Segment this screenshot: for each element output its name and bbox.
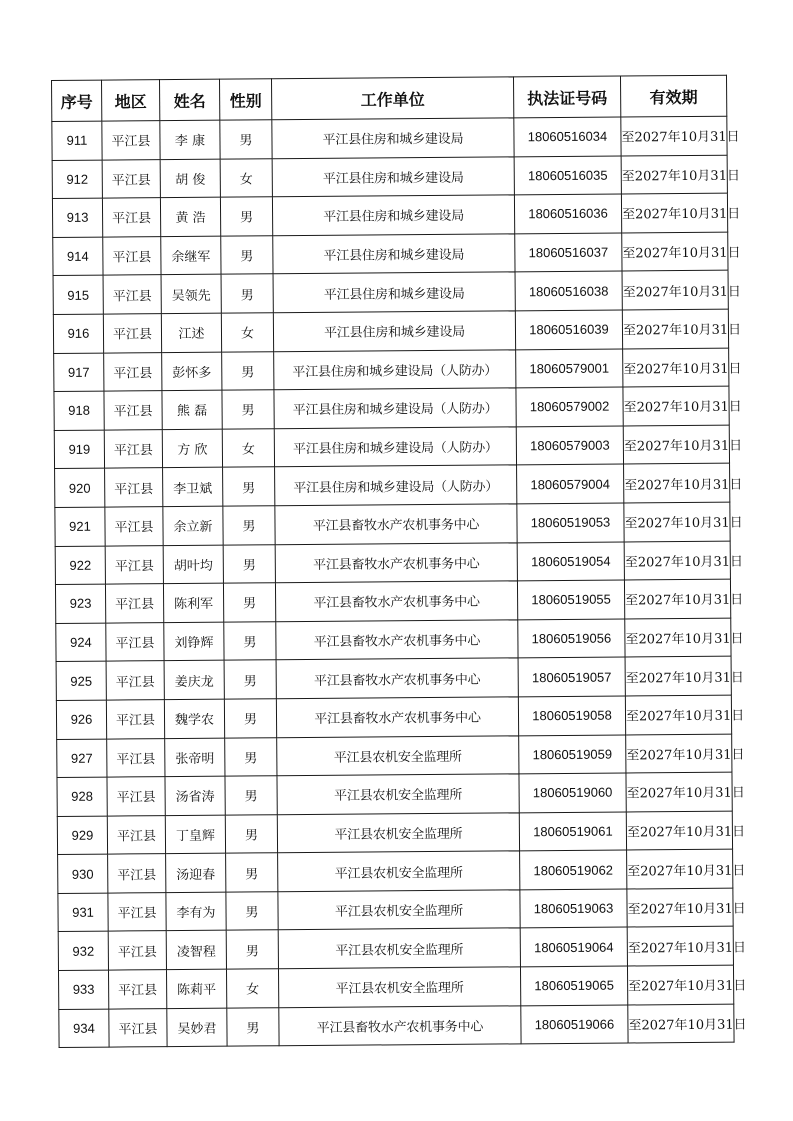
cell-region: 平江县 [108,854,166,893]
cell-name: 彭怀多 [162,352,222,391]
cell-validity: 至2027年10月31日 [622,232,728,271]
cell-serial: 924 [56,623,106,662]
cell-region: 平江县 [104,352,162,391]
header-cell-region: 地区 [102,80,160,121]
table-row [58,888,733,932]
header-cell-gender: 性别 [219,79,271,120]
cell-validity: 至2027年10月31日 [627,965,733,1004]
cell-work-unit: 平江县畜牧水产农机事务中心 [276,697,518,737]
cell-serial: 933 [58,970,108,1009]
header-cell-license-number: 执法证号码 [513,76,620,118]
cell-validity: 至2027年10月31日 [627,888,733,927]
cell-validity: 至2027年10月31日 [621,155,727,194]
cell-name: 汤省涛 [165,776,225,815]
cell-region: 平江县 [105,468,163,507]
cell-gender: 女 [220,158,272,197]
cell-serial: 914 [53,237,103,276]
table-row [59,1004,734,1048]
cell-license-number: 18060579001 [516,349,623,388]
cell-gender: 男 [220,120,272,159]
law-enforcement-roster-table [51,75,747,1049]
cell-name: 余立新 [163,506,223,545]
cell-name: 黄 浩 [160,197,220,236]
cell-region: 平江县 [108,931,166,970]
cell-region: 平江县 [103,314,161,353]
cell-gender: 男 [222,351,274,390]
cell-serial: 922 [55,546,105,585]
cell-gender: 男 [223,583,275,622]
cell-serial: 913 [52,198,102,237]
cell-name: 余继军 [161,236,221,275]
cell-validity: 至2027年10月31日 [624,579,730,618]
cell-region: 平江县 [107,777,165,816]
cell-validity: 至2027年10月31日 [628,1004,734,1043]
cell-region: 平江县 [106,700,164,739]
cell-region: 平江县 [107,738,165,777]
cell-name: 陈莉平 [166,969,226,1008]
cell-name: 丁皇辉 [165,815,225,854]
cell-work-unit: 平江县住房和城乡建设局 [272,156,514,196]
cell-gender: 男 [224,621,276,660]
cell-gender: 男 [223,467,275,506]
cell-serial: 919 [54,430,104,469]
table-row [54,386,729,430]
cell-region: 平江县 [102,198,160,237]
cell-validity: 至2027年10月31日 [624,541,730,580]
cell-gender: 男 [221,274,273,313]
cell-serial: 928 [57,777,107,816]
cell-serial: 930 [58,854,108,893]
table-row [57,734,732,778]
cell-validity: 至2027年10月31日 [626,772,732,811]
cell-serial: 927 [57,739,107,778]
cell-gender: 女 [226,969,278,1008]
cell-gender: 男 [226,930,278,969]
cell-name: 汤迎春 [166,853,226,892]
cell-gender: 男 [221,236,273,275]
cell-gender: 男 [224,660,276,699]
cell-license-number: 18060519056 [518,619,625,658]
cell-serial: 921 [55,507,105,546]
cell-validity: 至2027年10月31日 [626,734,732,773]
table-row [52,116,727,160]
cell-work-unit: 平江县畜牧水产农机事务中心 [275,542,517,582]
cell-work-unit: 平江县畜牧水产农机事务中心 [279,1005,521,1045]
cell-gender: 男 [227,1007,279,1046]
cell-license-number: 18060516035 [514,156,621,195]
table-row [53,232,728,276]
cell-validity: 至2027年10月31日 [621,193,727,232]
cell-region: 平江县 [104,429,162,468]
cell-validity: 至2027年10月31日 [624,502,730,541]
table-row [57,772,732,816]
cell-name: 张帝明 [165,738,225,777]
cell-work-unit: 平江县畜牧水产农机事务中心 [276,620,518,660]
cell-license-number: 18060516038 [515,271,622,310]
cell-region: 平江县 [108,892,166,931]
cell-serial: 929 [57,816,107,855]
cell-validity: 至2027年10月31日 [626,811,732,850]
cell-work-unit: 平江县住房和城乡建设局 [273,234,515,274]
cell-region: 平江县 [106,622,164,661]
cell-validity: 至2027年10月31日 [625,656,731,695]
cell-license-number: 18060519065 [520,966,627,1005]
cell-work-unit: 平江县住房和城乡建设局 [272,118,514,158]
cell-work-unit: 平江县畜牧水产农机事务中心 [275,581,517,621]
cell-serial: 923 [55,584,105,623]
cell-license-number: 18060519064 [520,927,627,966]
cell-work-unit: 平江县农机安全监理所 [277,813,519,853]
cell-gender: 男 [223,506,275,545]
cell-name: 凌智程 [166,931,226,970]
cell-work-unit: 平江县农机安全监理所 [277,774,519,814]
table-row [53,309,728,353]
table-row [58,849,733,893]
cell-license-number: 18060519057 [518,657,625,696]
cell-license-number: 18060516034 [514,117,621,156]
cell-work-unit: 平江县农机安全监理所 [278,851,520,891]
cell-license-number: 18060516037 [515,233,622,272]
cell-gender: 男 [222,390,274,429]
cell-serial: 926 [56,700,106,739]
cell-gender: 男 [224,699,276,738]
cell-license-number: 18060519063 [520,889,627,928]
cell-license-number: 18060519054 [517,542,624,581]
cell-name: 陈利军 [163,583,223,622]
cell-work-unit: 平江县畜牧水产农机事务中心 [275,504,517,544]
cell-work-unit: 平江县农机安全监理所 [278,928,520,968]
cell-gender: 男 [225,776,277,815]
cell-region: 平江县 [103,275,161,314]
cell-license-number: 18060519053 [517,503,624,542]
cell-name: 李卫斌 [163,468,223,507]
table-row [54,425,729,469]
header-cell-name: 姓名 [160,79,220,120]
header-cell-serial: 序号 [52,80,102,121]
cell-license-number: 18060519066 [521,1005,628,1044]
cell-license-number: 18060519059 [519,735,626,774]
cell-validity: 至2027年10月31日 [622,271,728,310]
cell-validity: 至2027年10月31日 [623,386,729,425]
table-body [52,116,747,1048]
roster-sheet [51,75,747,1049]
cell-work-unit: 平江县农机安全监理所 [278,967,520,1007]
cell-license-number: 18060519055 [517,580,624,619]
table-row [55,579,730,623]
cell-serial: 918 [54,391,104,430]
cell-work-unit: 平江县住房和城乡建设局（人防办） [274,427,516,467]
cell-license-number: 18060519060 [519,773,626,812]
cell-region: 平江县 [109,1008,167,1047]
table-row [58,927,733,971]
cell-name: 吴领先 [161,275,221,314]
cell-gender: 女 [222,429,274,468]
cell-name: 方 欣 [162,429,222,468]
cell-gender: 男 [226,892,278,931]
table-row [55,464,730,508]
cell-region: 平江县 [105,507,163,546]
cell-gender: 男 [225,737,277,776]
cell-validity: 至2027年10月31日 [622,309,728,348]
cell-license-number: 18060516036 [514,194,621,233]
cell-name: 江述 [161,313,221,352]
table-row [57,811,732,855]
cell-region: 平江县 [105,545,163,584]
cell-validity: 至2027年10月31日 [624,464,730,503]
table-row [58,965,733,1009]
cell-license-number: 18060579003 [516,426,623,465]
cell-serial: 932 [58,932,108,971]
header-cell-validity: 有效期 [620,75,726,117]
cell-validity: 至2027年10月31日 [627,927,733,966]
cell-validity: 至2027年10月31日 [627,849,733,888]
cell-validity: 至2027年10月31日 [625,695,731,734]
cell-gender: 女 [221,313,273,352]
cell-license-number: 18060519062 [520,850,627,889]
table-header [52,75,727,121]
cell-work-unit: 平江县住房和城乡建设局 [272,195,514,235]
table-row [56,618,731,662]
cell-license-number: 18060516039 [515,310,622,349]
cell-name: 胡叶均 [163,545,223,584]
cell-region: 平江县 [103,236,161,275]
cell-region: 平江县 [102,121,160,160]
table-row [52,155,727,199]
table-row [56,656,731,700]
cell-name: 熊 磊 [162,390,222,429]
cell-work-unit: 平江县住房和城乡建设局（人防办） [275,465,517,505]
table-row [55,541,730,585]
cell-region: 平江县 [105,584,163,623]
cell-name: 吴妙君 [167,1008,227,1047]
cell-license-number: 18060579004 [517,464,624,503]
cell-work-unit: 平江县畜牧水产农机事务中心 [276,658,518,698]
cell-region: 平江县 [102,159,160,198]
cell-license-number: 18060519061 [519,812,626,851]
cell-license-number: 18060579002 [516,387,623,426]
cell-serial: 925 [56,661,106,700]
cell-serial: 915 [53,275,103,314]
cell-work-unit: 平江县住房和城乡建设局（人防办） [274,349,516,389]
cell-serial: 916 [53,314,103,353]
cell-gender: 男 [226,853,278,892]
cell-work-unit: 平江县农机安全监理所 [277,735,519,775]
cell-gender: 男 [225,814,277,853]
cell-region: 平江县 [108,970,166,1009]
cell-name: 刘铮辉 [164,622,224,661]
cell-name: 李有为 [166,892,226,931]
cell-work-unit: 平江县住房和城乡建设局 [273,272,515,312]
table-row [54,348,729,392]
cell-gender: 男 [223,544,275,583]
cell-validity: 至2027年10月31日 [621,116,727,155]
cell-serial: 934 [59,1009,109,1048]
cell-serial: 912 [52,160,102,199]
cell-serial: 917 [54,353,104,392]
table-row [53,271,728,315]
cell-name: 姜庆龙 [164,660,224,699]
cell-region: 平江县 [104,391,162,430]
cell-name: 李 康 [160,120,220,159]
cell-work-unit: 平江县住房和城乡建设局 [273,311,515,351]
header-row [52,75,727,121]
cell-serial: 911 [52,121,102,160]
cell-validity: 至2027年10月31日 [625,618,731,657]
cell-validity: 至2027年10月31日 [623,348,729,387]
cell-serial: 931 [58,893,108,932]
cell-region: 平江县 [107,815,165,854]
table-row [52,193,727,237]
cell-work-unit: 平江县农机安全监理所 [278,890,520,930]
cell-name: 胡 俊 [160,159,220,198]
table-row [56,695,731,739]
cell-region: 平江县 [106,661,164,700]
table-row [55,502,730,546]
cell-work-unit: 平江县住房和城乡建设局（人防办） [274,388,516,428]
cell-license-number: 18060519058 [518,696,625,735]
cell-serial: 920 [55,468,105,507]
cell-validity: 至2027年10月31日 [623,425,729,464]
cell-name: 魏学农 [164,699,224,738]
header-cell-work-unit: 工作单位 [271,77,513,120]
cell-gender: 男 [220,197,272,236]
